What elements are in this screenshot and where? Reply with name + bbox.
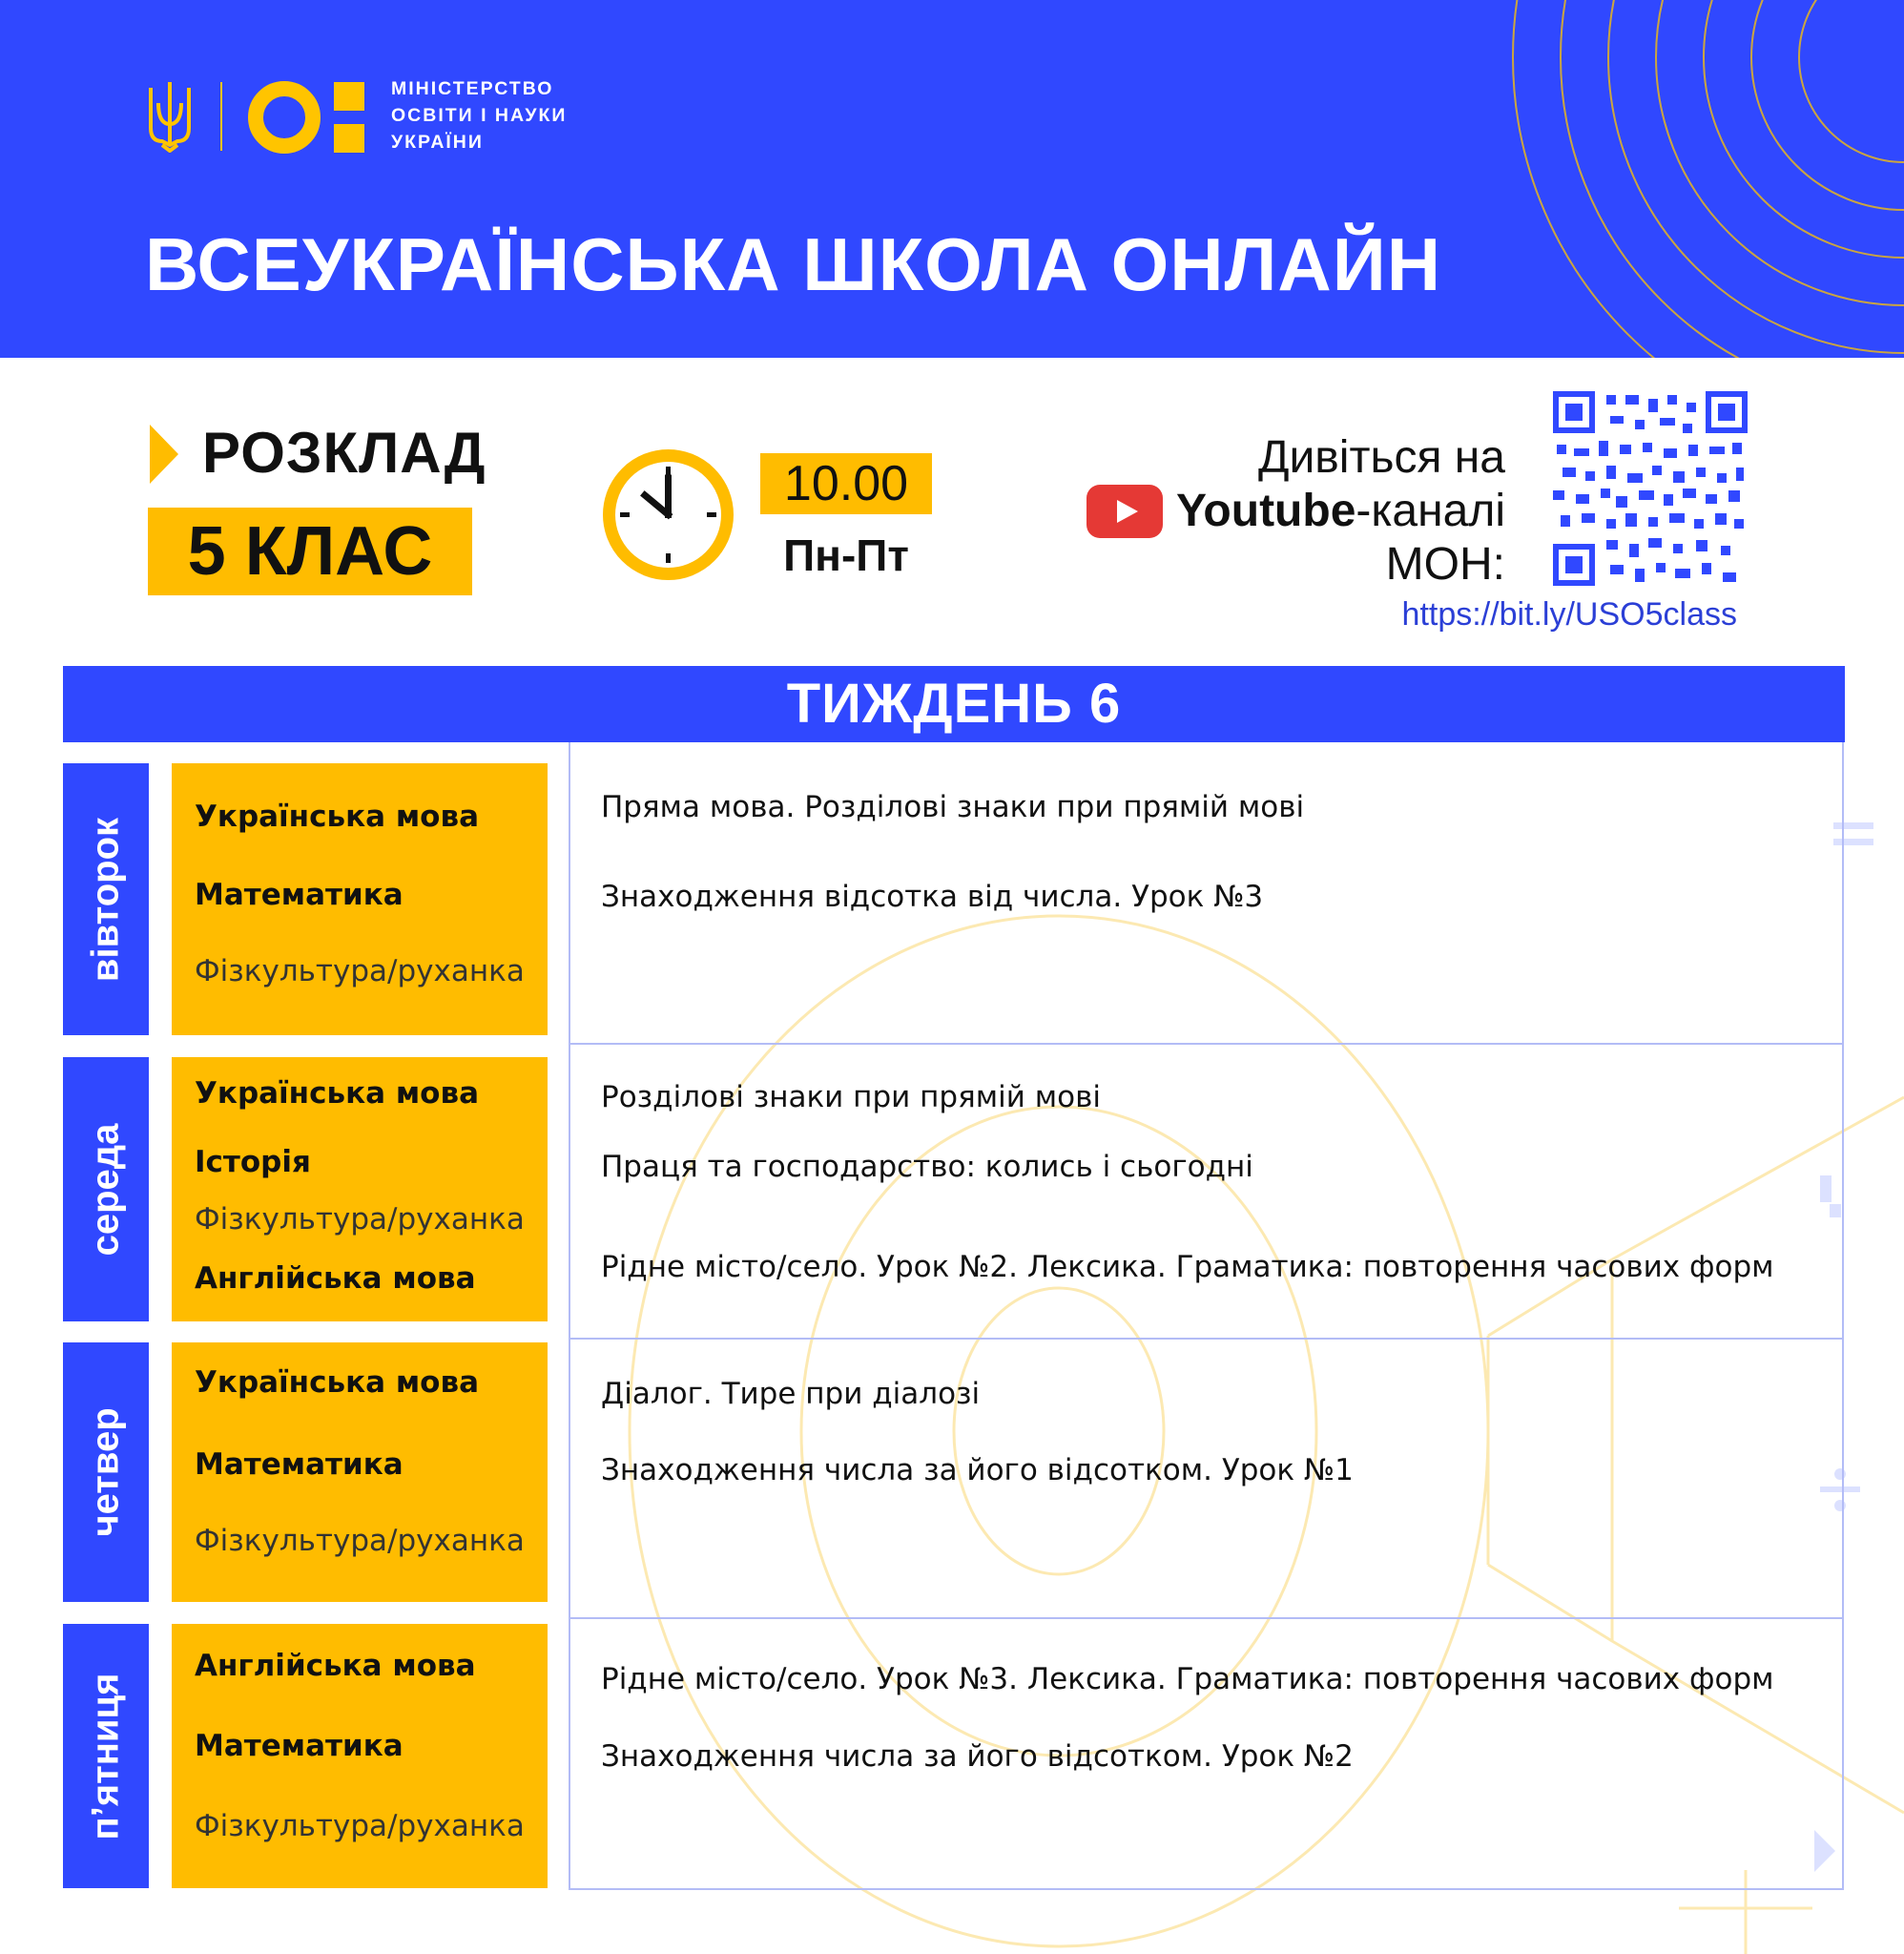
topic-item: Знаходження числа за його відсотком. Урок №1 bbox=[601, 1453, 1354, 1487]
day-tab-wednesday bbox=[63, 1057, 149, 1321]
subjects-tuesday bbox=[172, 763, 548, 1035]
subject-item: Англійська мова bbox=[195, 1649, 476, 1683]
trident-icon bbox=[145, 78, 195, 153]
schedule-label: РОЗКЛАД bbox=[202, 421, 486, 485]
topic-item: Праця та господарство: колись і сьогодні bbox=[601, 1150, 1253, 1184]
subject-item: Історія bbox=[195, 1145, 311, 1179]
day-label: середа bbox=[84, 1123, 127, 1256]
topic-item: Рідне місто/село. Урок №3. Лексика. Граматика: повторення часових форм bbox=[601, 1662, 1774, 1696]
subject-item: Фізкультура/руханка bbox=[195, 954, 525, 988]
topic-item: Знаходження відсотка від числа. Урок №3 bbox=[601, 880, 1264, 914]
subject-item: Фізкультура/руханка bbox=[195, 1809, 525, 1843]
topic-item: Пряма мова. Розділові знаки при прямій мові bbox=[601, 790, 1305, 824]
ministry-line: УКРАЇНИ bbox=[391, 132, 484, 153]
subject-item: Математика bbox=[195, 1447, 404, 1482]
qr-code-icon[interactable] bbox=[1553, 391, 1748, 586]
play-arrow-icon bbox=[150, 425, 178, 484]
youtube-link[interactable]: https://bit.ly/USO5class bbox=[1401, 596, 1737, 633]
mon-logo-icon bbox=[246, 78, 370, 156]
topic-item: Діалог. Тире при діалозі bbox=[601, 1377, 981, 1411]
week-title: ТИЖДЕНЬ 6 bbox=[63, 666, 1845, 742]
subject-item: Математика bbox=[195, 878, 404, 912]
youtube-channel-name: Youtube bbox=[1175, 486, 1356, 536]
topic-item: Рідне місто/село. Урок №2. Лексика. Граматика: повторення часових форм bbox=[601, 1250, 1774, 1284]
day-tab-thursday bbox=[63, 1342, 149, 1602]
clock-icon bbox=[599, 446, 737, 584]
page-title: ВСЕУКРАЇНСЬКА ШКОЛА ОНЛАЙН bbox=[145, 222, 1442, 306]
subject-item: Фізкультура/руханка bbox=[195, 1202, 525, 1237]
ministry-line: ОСВІТИ І НАУКИ bbox=[391, 105, 568, 126]
subject-item: Англійська мова bbox=[195, 1261, 476, 1296]
topic-item: Розділові знаки при прямій мові bbox=[601, 1080, 1101, 1114]
youtube-channel-suffix: -каналі bbox=[1356, 486, 1505, 536]
topic-item: Знаходження числа за його відсотком. Урок №2 bbox=[601, 1739, 1354, 1774]
youtube-line-3: МОН: bbox=[1385, 539, 1505, 590]
youtube-line-1: Дивіться на bbox=[1257, 432, 1505, 483]
ministry-name bbox=[391, 75, 567, 156]
header-banner bbox=[0, 0, 1904, 358]
day-label: п’ятниця bbox=[84, 1673, 127, 1840]
youtube-line-2 bbox=[1087, 485, 1505, 538]
logo-divider bbox=[220, 82, 222, 151]
day-tab-tuesday bbox=[63, 763, 149, 1035]
broadcast-time: 10.00 bbox=[760, 453, 932, 514]
broadcast-days: Пн-Пт bbox=[783, 530, 909, 580]
ministry-line: МІНІСТЕРСТВО bbox=[391, 78, 554, 99]
grade-badge: 5 КЛАС bbox=[148, 508, 472, 595]
youtube-info bbox=[1087, 431, 1505, 592]
subject-item: Українська мова bbox=[195, 1076, 479, 1111]
day-tab-friday bbox=[63, 1624, 149, 1888]
subject-item: Українська мова bbox=[195, 800, 479, 834]
subject-item: Українська мова bbox=[195, 1365, 479, 1400]
subject-item: Математика bbox=[195, 1729, 404, 1763]
subjects-friday bbox=[172, 1624, 548, 1888]
day-label: четвер bbox=[84, 1407, 127, 1537]
subjects-thursday bbox=[172, 1342, 548, 1602]
subjects-wednesday bbox=[172, 1057, 548, 1321]
youtube-icon bbox=[1087, 485, 1163, 538]
subject-item: Фізкультура/руханка bbox=[195, 1524, 525, 1558]
day-label: вівторок bbox=[84, 817, 127, 982]
